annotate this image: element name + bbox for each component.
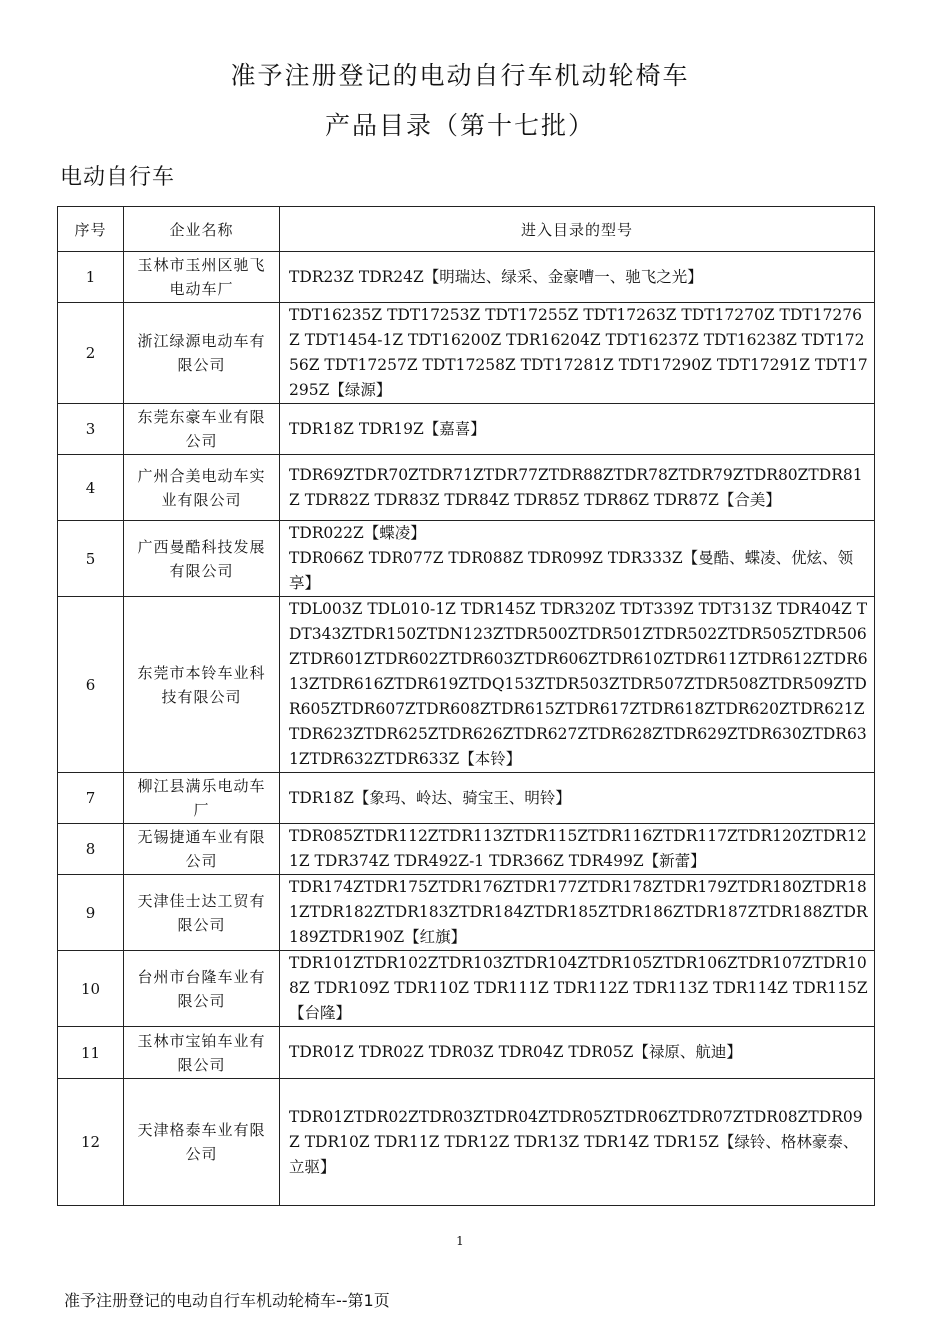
company-name: 广西曼酷科技发展有限公司 bbox=[124, 521, 280, 597]
row-no: 3 bbox=[58, 404, 124, 455]
model-list: TDL003Z TDL010-1Z TDR145Z TDR320Z TDT339Z TDT313Z TDR404Z TDT343ZTDR150ZTDN123ZTDR500ZTDR501ZTDR502ZTDR505ZTDR506ZTDR601ZTDR602ZTDR603ZTDR606ZTDR610ZTDR611ZTDR612ZTDR613ZTDR616ZTDR619ZTDQ153ZTDR503ZTDR507ZTDR508ZTDR509ZTDR605ZTDR607ZTDR608ZTDR615ZTDR617ZTDR618ZTDR620ZTDR621ZTDR623ZTDR625ZTDR626ZTDR627ZTDR628ZTDR629ZTDR630ZTDR631ZTDR632ZTDR633Z【本铃】 bbox=[280, 597, 875, 773]
company-name: 广州合美电动车实业有限公司 bbox=[124, 455, 280, 521]
page-footer: 准予注册登记的电动自行车机动轮椅车--第1页 bbox=[64, 1291, 390, 1310]
row-no: 7 bbox=[58, 773, 124, 824]
table-row bbox=[58, 824, 875, 875]
row-no: 5 bbox=[58, 521, 124, 597]
table-row bbox=[58, 303, 875, 404]
header-company: 企业名称 bbox=[124, 207, 280, 252]
model-list: TDR022Z【蝶凌】 bbox=[289, 524, 426, 542]
model-list: TDR69ZTDR70ZTDR71ZTDR77ZTDR88ZTDR78ZTDR79ZTDR80ZTDR81Z TDR82Z TDR83Z TDR84Z TDR85Z TDR86Z TDR87Z【合美】 bbox=[280, 455, 875, 521]
row-no: 9 bbox=[58, 875, 124, 951]
row-no: 8 bbox=[58, 824, 124, 875]
company-name: 天津格泰车业有限公司 bbox=[124, 1079, 280, 1206]
row-no: 6 bbox=[58, 597, 124, 773]
section-heading: 电动自行车 bbox=[60, 165, 176, 190]
model-list: TDR066Z TDR077Z TDR088Z TDR099Z TDR333Z【曼酷、蝶凌、优炫、领享】 bbox=[289, 549, 854, 592]
model-list: TDR18Z TDR19Z【嘉喜】 bbox=[280, 404, 875, 455]
company-name: 东莞东豪车业有限公司 bbox=[124, 404, 280, 455]
row-no: 12 bbox=[58, 1079, 124, 1206]
model-list: TDR23Z TDR24Z【明瑞达、绿采、金豪嘈一、驰飞之光】 bbox=[280, 252, 875, 303]
document-subtitle: 产品目录（第十七批） bbox=[324, 111, 595, 140]
header-no: 序号 bbox=[58, 207, 124, 252]
row-no: 10 bbox=[58, 951, 124, 1027]
row-no: 2 bbox=[58, 303, 124, 404]
model-list: TDR174ZTDR175ZTDR176ZTDR177ZTDR178ZTDR179ZTDR180ZTDR181ZTDR182ZTDR183ZTDR184ZTDR185ZTDR186ZTDR187ZTDR188ZTDR189ZTDR190Z【红旗】 bbox=[280, 875, 875, 951]
company-name: 浙江绿源电动车有限公司 bbox=[124, 303, 280, 404]
company-name: 东莞市本铃车业科技有限公司 bbox=[124, 597, 280, 773]
table-row bbox=[58, 597, 875, 773]
table-row bbox=[58, 1079, 875, 1206]
model-list-cell bbox=[280, 521, 875, 597]
model-list: TDR01ZTDR02ZTDR03ZTDR04ZTDR05ZTDR06ZTDR07ZTDR08ZTDR09Z TDR10Z TDR11Z TDR12Z TDR13Z TDR14Z TDR15Z【绿铃、格林豪泰、立驱】 bbox=[280, 1079, 875, 1206]
row-no: 11 bbox=[58, 1027, 124, 1079]
row-no: 4 bbox=[58, 455, 124, 521]
table-header-row bbox=[58, 207, 875, 252]
table-row bbox=[58, 404, 875, 455]
company-name: 玉林市玉州区驰飞电动车厂 bbox=[124, 252, 280, 303]
table-row bbox=[58, 951, 875, 1027]
company-name: 天津佳士达工贸有限公司 bbox=[124, 875, 280, 951]
company-name: 玉林市宝铂车业有限公司 bbox=[124, 1027, 280, 1079]
model-list: TDR085ZTDR112ZTDR113ZTDR115ZTDR116ZTDR117ZTDR120ZTDR121Z TDR374Z TDR492Z-1 TDR366Z TDR499Z【新蕾】 bbox=[280, 824, 875, 875]
model-list: TDT16235Z TDT17253Z TDT17255Z TDT17263Z TDT17270Z TDT17276Z TDT1454-1Z TDT16200Z TDR16204Z TDT16237Z TDT16238Z TDT17256Z TDT17257Z TDT17258Z TDT17281Z TDT17290Z TDT17291Z TDT17295Z【绿源】 bbox=[280, 303, 875, 404]
model-list: TDR01Z TDR02Z TDR03Z TDR04Z TDR05Z【禄原、航迪】 bbox=[280, 1027, 875, 1079]
table-row bbox=[58, 1027, 875, 1079]
company-name: 台州市台隆车业有限公司 bbox=[124, 951, 280, 1027]
table-row bbox=[58, 455, 875, 521]
model-list: TDR101ZTDR102ZTDR103ZTDR104ZTDR105ZTDR106ZTDR107ZTDR108Z TDR109Z TDR110Z TDR111Z TDR112Z TDR113Z TDR114Z TDR115Z【台隆】 bbox=[280, 951, 875, 1027]
document-title: 准予注册登记的电动自行车机动轮椅车 bbox=[230, 61, 690, 90]
table-row bbox=[58, 252, 875, 303]
row-no: 1 bbox=[58, 252, 124, 303]
table-row bbox=[58, 875, 875, 951]
model-list: TDR18Z【象玛、岭达、骑宝王、明铃】 bbox=[280, 773, 875, 824]
table-row bbox=[58, 521, 875, 597]
company-name: 柳江县满乐电动车厂 bbox=[124, 773, 280, 824]
table-row bbox=[58, 773, 875, 824]
page-number: 1 bbox=[456, 1234, 464, 1248]
product-catalog-table bbox=[57, 206, 875, 1206]
header-models: 进入目录的型号 bbox=[280, 207, 875, 252]
company-name: 无锡捷通车业有限公司 bbox=[124, 824, 280, 875]
